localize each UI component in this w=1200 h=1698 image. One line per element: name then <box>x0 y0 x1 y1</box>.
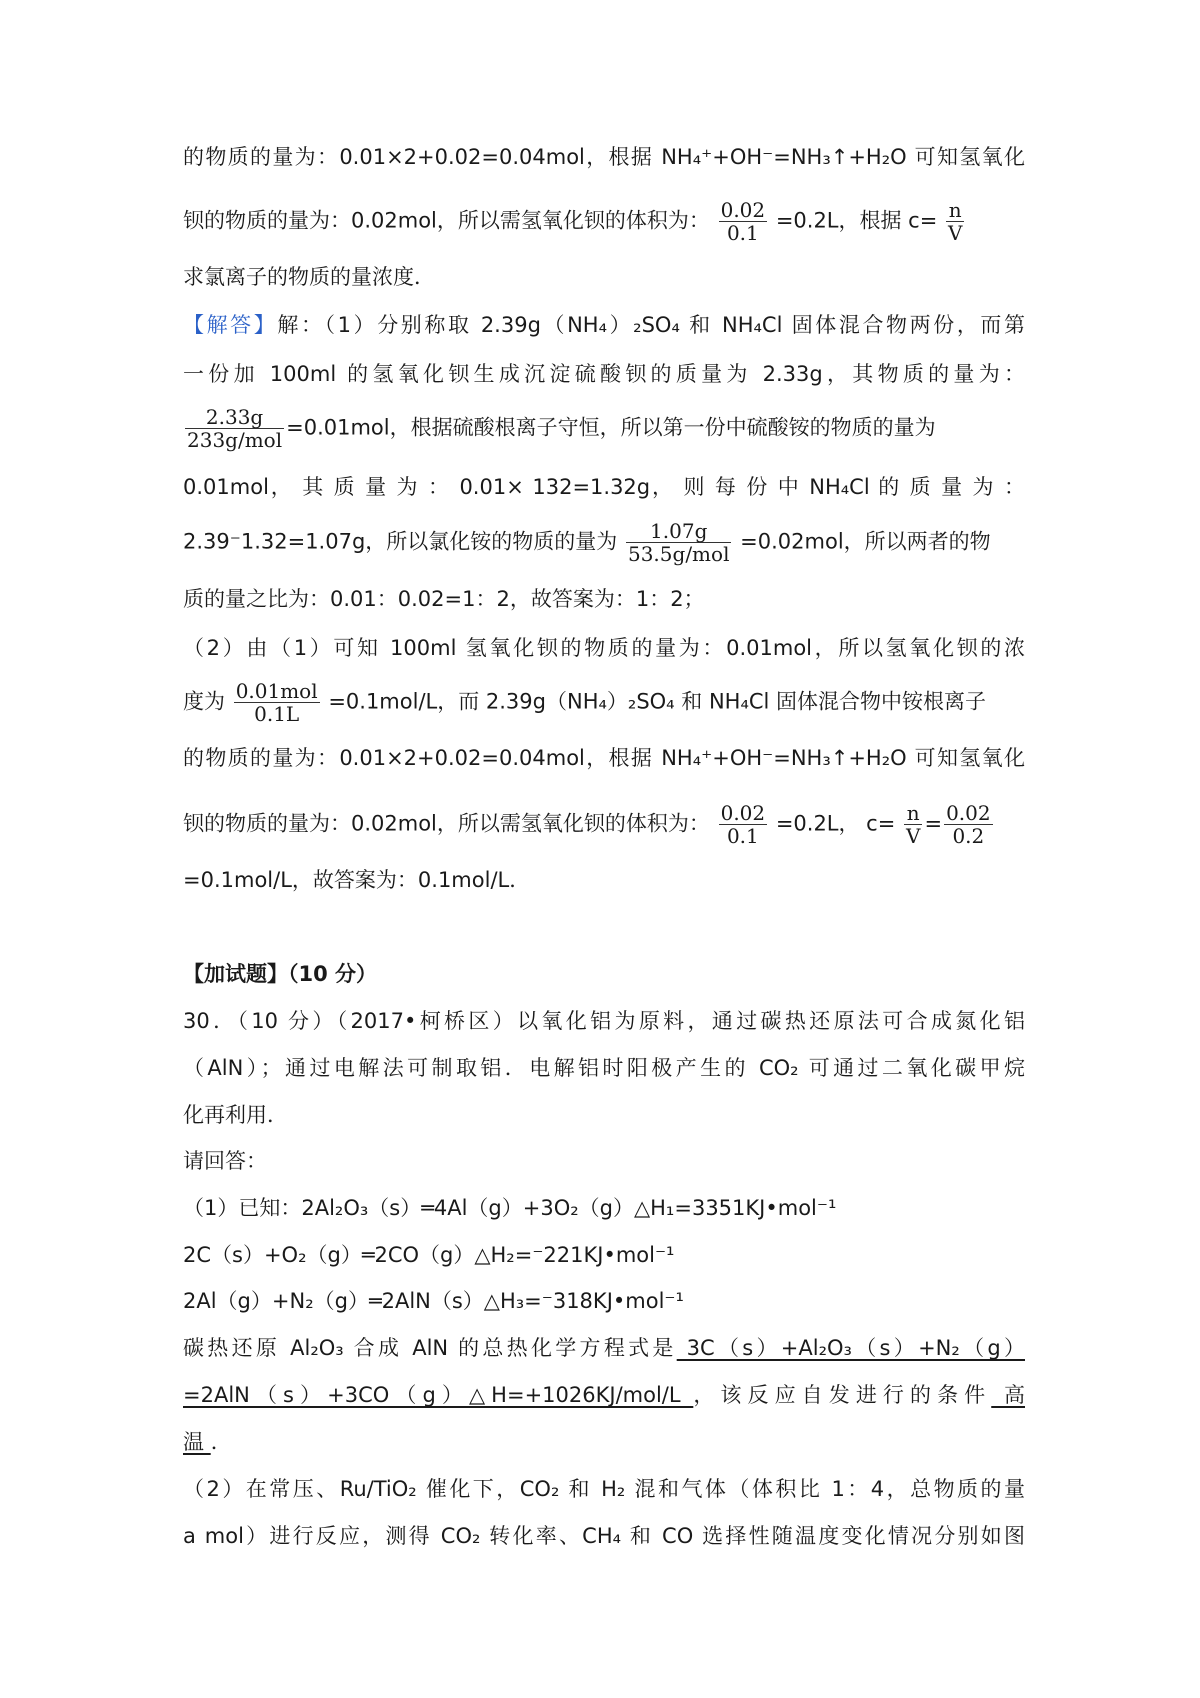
text-span: =0.01mol，根据硫酸根离子守恒，所以第一份中硫酸铵的物质的量为 <box>286 415 936 440</box>
text-span: 30．（10 分）（2017•柯桥区）以氧化铝为原料，通过碳热还原法可合成氮化铝 <box>183 1009 1025 1033</box>
text-span: =0.02mol，所以两者的物 <box>740 529 991 554</box>
text-span: （AlN）；通过电解法可制取铝．电解铝时阳极产生的 CO₂ 可通过二氧化碳甲烷 <box>183 1056 1025 1080</box>
fraction-denominator: 0.1L <box>254 702 300 726</box>
text-span: 求氯离子的物质的量浓度． <box>183 265 435 289</box>
text-span: a mol）进行反应，测得 CO₂ 转化率、CH₄ 和 CO 选择性随温度变化情况分别如图 <box>183 1524 1025 1548</box>
text-line <box>183 1006 1025 1036</box>
text-span: 解：（1）分别称取 2.39g（NH₄）₂SO₄ 和 NH₄Cl 固体混合物两份，而第 <box>277 313 1026 337</box>
fraction-denominator: 53.5g/mol <box>627 542 730 566</box>
text-line <box>183 1240 1025 1270</box>
text-span: 的物质的量为：0.01×2+0.02=0.04mol，根据 NH₄⁺+OH⁻=NH₃↑+H₂O 可知氢氧化 <box>183 746 1025 770</box>
fraction-numerator: 0.01mol <box>235 679 318 703</box>
fraction <box>944 803 993 846</box>
text-line <box>183 142 1025 172</box>
text-line <box>183 1380 1025 1410</box>
text-line <box>183 472 1025 502</box>
fraction-denominator: 0.1 <box>726 221 759 245</box>
text-span: 碳热还原 Al₂O₃ 合成 AlN 的总热化学方程式是 <box>183 1336 677 1360</box>
text-line <box>183 359 1025 389</box>
text-span: ． <box>210 1430 232 1454</box>
fraction-denominator: 233g/mol <box>187 428 283 452</box>
text-span: =0.1mol/L，而 2.39g（NH₄）₂SO₄ 和 NH₄Cl 固体混合物中铵根离子 <box>328 689 987 714</box>
answer-tag: 【解答】 <box>183 313 278 337</box>
text-line <box>183 743 1025 773</box>
fraction <box>719 803 768 846</box>
text-span: ，该反应自发进行的条件 <box>693 1383 992 1407</box>
fraction-numerator: 2.33g <box>185 407 284 429</box>
fraction <box>904 803 922 846</box>
text-line <box>183 633 1025 663</box>
answer-blank: 温 <box>183 1430 211 1454</box>
section-heading <box>183 959 1025 989</box>
text-line <box>183 521 1025 564</box>
text-line <box>183 262 1025 292</box>
text-line <box>183 310 1025 340</box>
answer-blank: 3C（s）+Al₂O₃（s）+N₂（g） <box>676 1336 1025 1360</box>
text-span: 请回答： <box>183 1149 267 1173</box>
text-span: = <box>924 811 943 836</box>
text-span: 2Al（g）+N₂（g）═2AlN（s）△H₃=⁻318KJ•mol⁻¹ <box>183 1289 684 1313</box>
fraction <box>719 200 768 243</box>
fraction-numerator: 1.07g <box>626 521 731 543</box>
fraction-denominator: V <box>948 221 963 245</box>
fraction-denominator: 0.1 <box>726 824 759 848</box>
text-line <box>183 1053 1025 1083</box>
fraction-numerator: 0.02 <box>720 801 766 825</box>
text-line <box>183 1286 1025 1316</box>
fraction <box>626 521 731 564</box>
text-line <box>183 584 1025 614</box>
answer-blank: 高 <box>991 1383 1025 1407</box>
text-span: （2）在常压、Ru/TiO₂ 催化下，CO₂ 和 H₂ 混和气体（体积比 1：4，总物质的量 <box>183 1477 1025 1501</box>
text-line <box>183 1146 1025 1176</box>
fraction-denominator: V <box>906 824 921 848</box>
text-span: 2C（s）+O₂（g）═2CO（g）△H₂=⁻221KJ•mol⁻¹ <box>183 1243 675 1267</box>
text-line <box>183 407 1025 450</box>
text-line <box>183 1427 1025 1457</box>
text-line <box>183 1474 1025 1504</box>
text-line <box>183 200 1025 243</box>
text-line <box>183 803 1025 846</box>
text-line <box>183 1100 1025 1130</box>
text-span: =0.2L， c= <box>775 811 896 836</box>
text-span: =0.1mol/L，故答案为：0.1mol/L． <box>183 868 531 892</box>
fraction-numerator: 0.02 <box>720 198 766 222</box>
text-span: （1）已知：2Al₂O₃（s）═4Al（g）+3O₂（g）△H₁=3351KJ•mol⁻¹ <box>183 1196 837 1220</box>
text-line <box>183 681 1025 724</box>
fraction <box>234 681 320 724</box>
text-span: 一份加 100ml 的氢氧化钡生成沉淀硫酸钡的质量为 2.33g，其物质的量为： <box>183 362 1025 386</box>
text-span: 【加试题】（10 分） <box>183 962 378 986</box>
fraction-numerator: n <box>946 200 964 222</box>
text-span: =0.2L，根据 c= <box>775 208 938 233</box>
fraction-denominator: 0.2 <box>952 824 985 848</box>
text-span: 的物质的量为：0.01×2+0.02=0.04mol，根据 NH₄⁺+OH⁻=NH₃↑+H₂O 可知氢氧化 <box>183 145 1025 169</box>
text-span: （2）由（1）可知 100ml 氢氧化钡的物质的量为：0.01mol，所以氢氧化钡的浓 <box>183 636 1025 660</box>
text-line <box>183 1521 1025 1551</box>
fraction <box>185 407 284 450</box>
text-span: 度为 <box>183 689 225 714</box>
text-span: 2.39⁻1.32=1.07g，所以氯化铵的物质的量为 <box>183 529 618 554</box>
fraction-numerator: 0.02 <box>946 801 991 825</box>
text-line <box>183 1193 1025 1223</box>
text-line <box>183 865 1025 895</box>
fraction <box>946 200 964 243</box>
text-span: 钡的物质的量为：0.02mol，所以需氢氧化钡的体积为： <box>183 208 710 233</box>
text-span: 化再利用． <box>183 1103 288 1127</box>
text-span: 质的量之比为：0.01：0.02=1：2，故答案为：1：2； <box>183 587 705 611</box>
answer-blank: =2AlN（s）+3CO（g）△H=+1026KJ/mol/L <box>183 1383 694 1407</box>
text-line <box>183 1333 1025 1363</box>
fraction-numerator: n <box>904 803 922 825</box>
text-span: 0.01mol， 其 质 量 为 ： 0.01× 132=1.32g， 则 每 份 中 NH₄Cl 的 质 量 为 ： <box>183 475 1025 499</box>
text-span: 钡的物质的量为：0.02mol，所以需氢氧化钡的体积为： <box>183 811 710 836</box>
